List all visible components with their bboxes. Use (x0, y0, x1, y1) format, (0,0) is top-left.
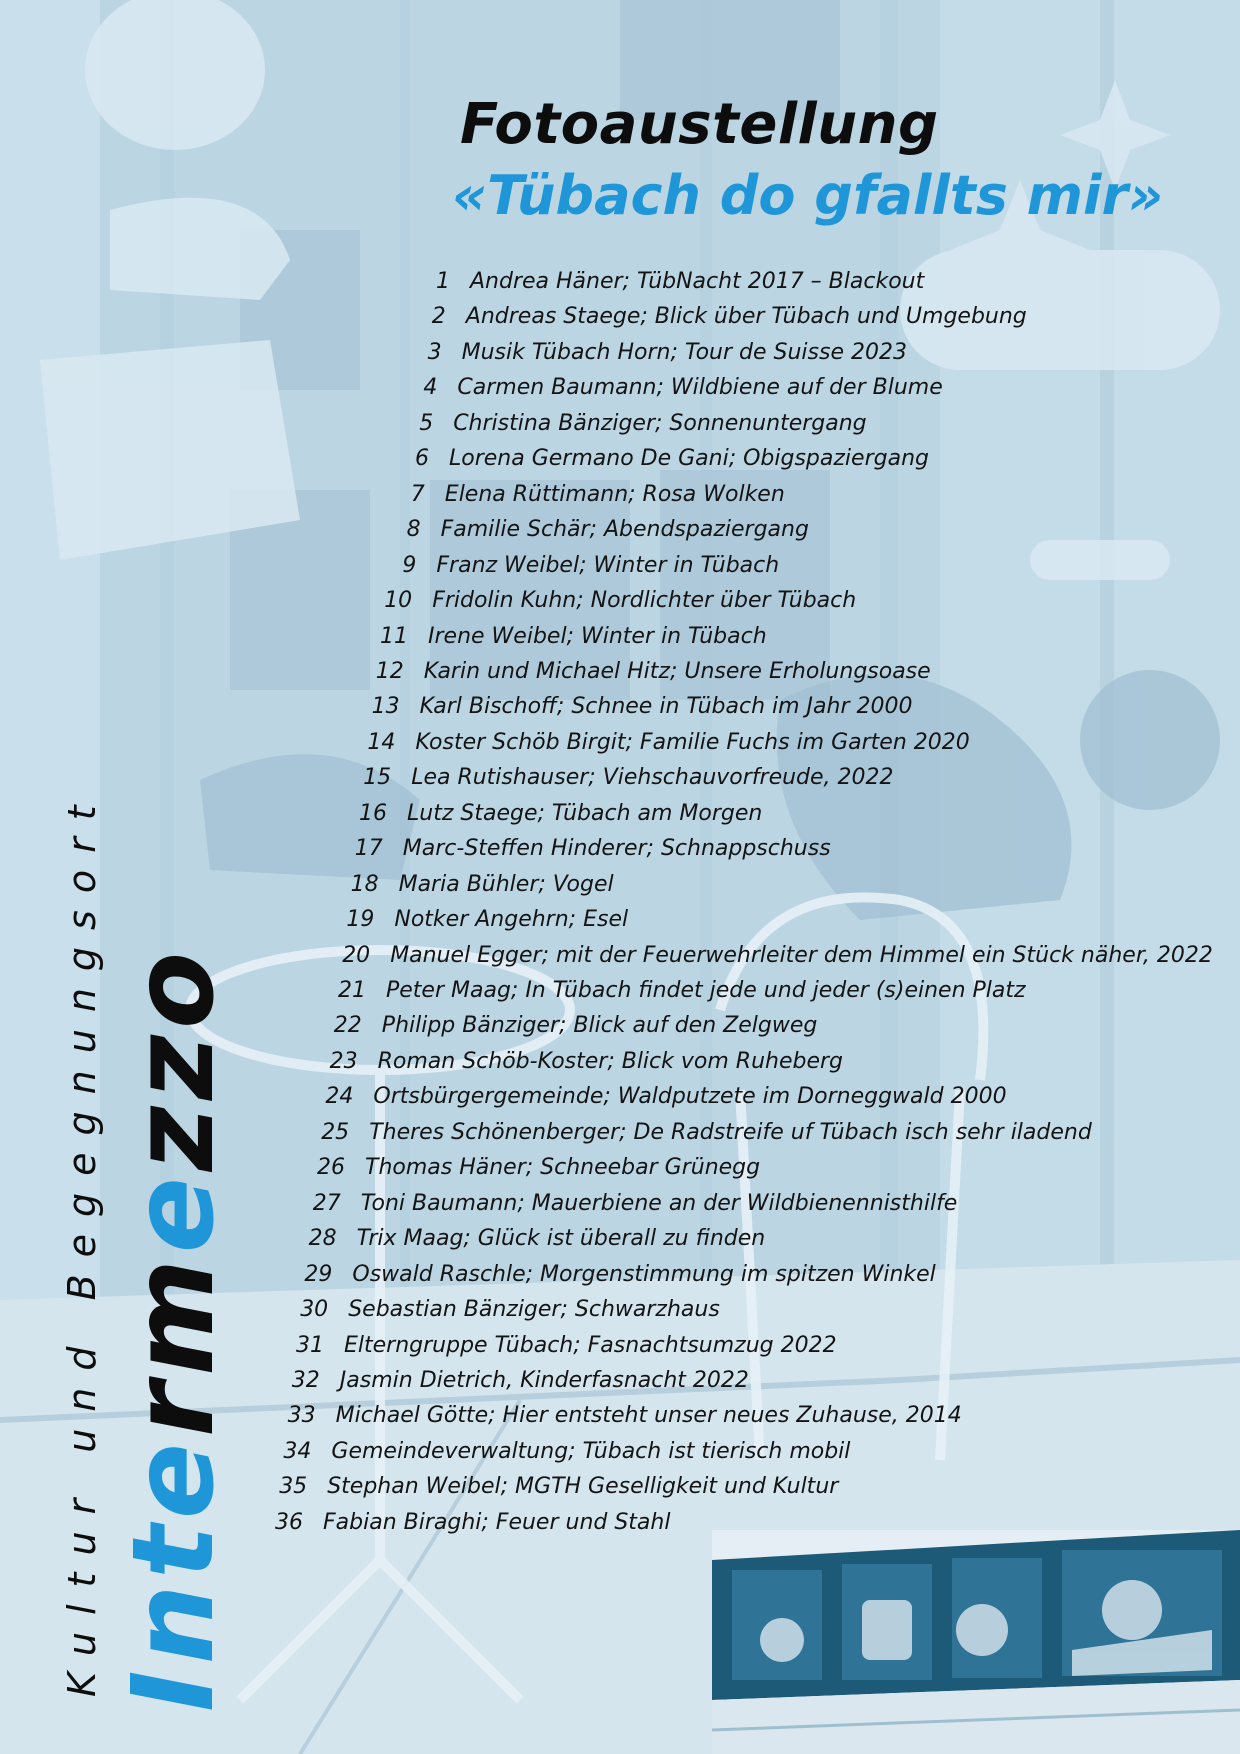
entry-text: Fabian Biraghi; Feuer und Stahl (323, 1509, 671, 1535)
entry-text: Lea Rutishauser; Viehschauvorfreude, 2022 (411, 765, 894, 791)
list-item (406, 299, 1027, 334)
entry-text: Carmen Baumann; Wildbiene auf der Blume (457, 375, 943, 401)
list-item (292, 1257, 935, 1292)
entry-number: 23 (329, 1048, 358, 1074)
entry-number: 10 (384, 588, 413, 614)
entry-text: Theres Schönenberger; De Radstreife uf Tübach isch sehr iladend (369, 1119, 1092, 1145)
list-item (267, 1469, 838, 1504)
entry-text: Christina Bänziger; Sonnenuntergang (453, 410, 867, 436)
entry-number: 5 (419, 410, 434, 436)
entry-text: Oswald Raschle; Morgenstimmung im spitzen Winkel (352, 1261, 936, 1287)
entry-text: Marc-Steffen Hinderer; Schnappschuss (402, 836, 831, 862)
entry-number: 3 (427, 339, 442, 365)
entry-text: Familie Schär; Abendspaziergang (440, 517, 809, 543)
entry-text: Elena Rüttimann; Rosa Wolken (444, 481, 785, 507)
list-item (330, 938, 1213, 973)
entry-text: Sebastian Bänziger; Schwarzhaus (348, 1297, 720, 1323)
list-item (334, 902, 628, 937)
entry-number: 28 (308, 1226, 337, 1252)
list-item (313, 1079, 1006, 1114)
entry-number: 2 (431, 304, 446, 330)
list-item (284, 1328, 837, 1363)
entry-text: Lorena Germano De Gani; Obigspaziergang (449, 446, 929, 472)
entry-number: 7 (410, 481, 425, 507)
list-item (276, 1398, 962, 1433)
entry-number: 27 (312, 1190, 341, 1216)
storefront-photo (712, 1530, 1240, 1754)
entry-number: 4 (423, 375, 438, 401)
list-item (347, 796, 762, 831)
entry-text: Irene Weibel; Winter in Tübach (428, 623, 767, 649)
entry-text: Roman Schöb-Koster; Blick vom Ruheberg (377, 1048, 843, 1074)
entry-text: Ortsbürgergemeinde; Waldputzete im Dorneggwald 2000 (373, 1084, 1007, 1110)
entry-text: Thomas Häner; Schneebar Grünegg (365, 1155, 761, 1181)
entry-number: 34 (283, 1438, 312, 1464)
list-item (309, 1115, 1092, 1150)
list-item (288, 1292, 720, 1327)
list-item (318, 1044, 843, 1079)
entry-number: 21 (338, 978, 366, 1003)
entry-text: Philipp Bänziger; Blick auf den Zelgweg (381, 1013, 818, 1039)
entry-text: Michael Götte; Hier entsteht unser neues Zuhause, 2014 (335, 1403, 962, 1429)
entry-number: 18 (350, 871, 379, 897)
entry-text: Toni Baumann; Mauerbiene an der Wildbienennisthilfe (360, 1190, 958, 1216)
entry-number: 16 (359, 800, 387, 826)
entry-number: 26 (317, 1155, 345, 1181)
list-item (368, 619, 767, 654)
entry-text: Stephan Weibel; MGTH Geselligkeit und Kultur (327, 1474, 839, 1500)
list-item (301, 1186, 958, 1221)
list-item (360, 689, 913, 724)
list-item (322, 1008, 818, 1043)
entry-text: Manuel Egger; mit der Feuerwehrleiter dem Himmel ein Stück näher, 2022 (390, 942, 1213, 968)
entry-text: Fridolin Kuhn; Nordlichter über Tübach (432, 588, 857, 614)
entry-number: 31 (296, 1332, 324, 1358)
entry-number: 35 (279, 1474, 308, 1500)
entry-number: 12 (375, 658, 404, 684)
list-item (280, 1363, 749, 1398)
entry-text: Elterngruppe Tübach; Fasnachtsumzug 2022 (344, 1332, 837, 1358)
entry-text: Andrea Häner; TübNacht 2017 – Blackout (470, 269, 925, 294)
entry-number: 11 (380, 623, 408, 649)
entry-text: Peter Maag; In Tübach findet jede und jeder (s)einen Platz (386, 978, 1026, 1003)
entry-number: 36 (275, 1509, 303, 1535)
list-item (397, 370, 942, 405)
entry-text: Karl Bischoff; Schnee in Tübach im Jahr 2000 (419, 694, 913, 720)
entry-text: Gemeindeverwaltung; Tübach ist tierisch mobil (331, 1438, 851, 1464)
entry-text: Musik Tübach Horn; Tour de Suisse 2023 (461, 339, 907, 365)
entry-text: Karin und Michael Hitz; Unsere Erholungsoase (423, 658, 931, 684)
entry-number: 13 (371, 694, 400, 720)
entry-text: Maria Bühler; Vogel (398, 871, 614, 897)
entry-number: 29 (304, 1261, 333, 1287)
entry-number: 30 (300, 1297, 329, 1323)
entry-number: 9 (402, 552, 417, 578)
entry-number: 24 (325, 1084, 354, 1110)
entry-text: Koster Schöb Birgit; Familie Fuchs im Garten 2020 (415, 729, 970, 755)
logo-subtitle: Kultur und Begegnungsort (60, 788, 104, 1697)
list-item (351, 760, 893, 795)
list-item (297, 1221, 766, 1256)
entry-text: Andreas Staege; Blick über Tübach und Umgebung (465, 304, 1027, 330)
entry-number: 15 (363, 765, 392, 791)
logo-part: zzo (109, 945, 239, 1172)
list-item (343, 831, 831, 866)
entry-text: Lutz Staege; Tübach am Morgen (407, 800, 763, 826)
entry-number: 33 (287, 1403, 316, 1429)
entry-number: 1 (436, 269, 450, 294)
exhibition-title: Fotoaustellung (460, 92, 939, 157)
exhibition-subtitle: «Tübach do gfallts mir» (452, 164, 1164, 227)
list-item (263, 1505, 670, 1540)
entry-number: 19 (346, 907, 375, 933)
logo-part: Inte (109, 1437, 239, 1712)
list-item (339, 867, 614, 902)
list-item (355, 725, 969, 760)
list-item (326, 973, 1026, 1008)
list-item (376, 548, 779, 583)
list-item (393, 406, 866, 441)
list-item (389, 441, 929, 476)
entry-text: Franz Weibel; Winter in Tübach (436, 552, 780, 578)
list-item (410, 264, 924, 299)
list-item (402, 335, 907, 370)
list-item (372, 583, 856, 618)
entry-number: 6 (415, 446, 429, 472)
list-item (305, 1150, 760, 1185)
list-item (385, 477, 785, 512)
entry-number: 14 (367, 729, 396, 755)
entry-number: 20 (342, 942, 371, 968)
entry-number: 8 (406, 517, 421, 543)
entry-number: 32 (291, 1367, 320, 1393)
logo-part: e (109, 1171, 239, 1254)
list-item (271, 1434, 850, 1469)
logo-part: rm (109, 1253, 239, 1438)
list-item (381, 512, 809, 547)
entry-number: 22 (333, 1013, 362, 1039)
entry-text: Trix Maag; Glück ist überall zu finden (356, 1226, 766, 1252)
entry-text: Jasmin Dietrich, Kinderfasnacht 2022 (339, 1367, 749, 1393)
entry-number: 17 (354, 836, 383, 862)
list-item (364, 654, 931, 689)
entry-text: Notker Angehrn; Esel (394, 907, 629, 933)
entry-number: 25 (321, 1119, 350, 1145)
